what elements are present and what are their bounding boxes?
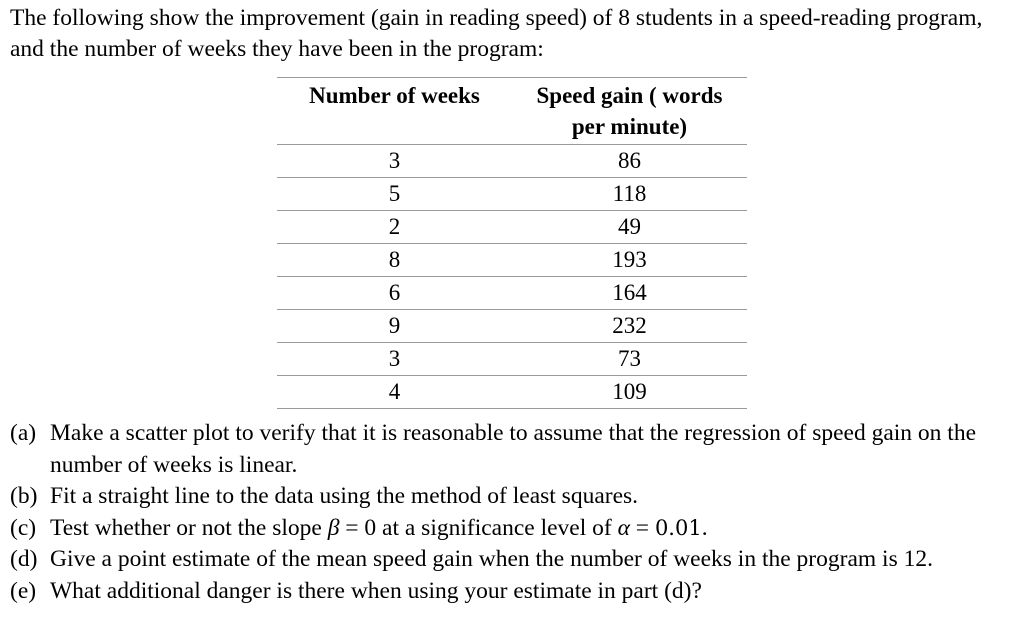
header-speed-gain [512, 78, 747, 145]
cell-weeks: 3 [277, 343, 512, 376]
cell-speed: 86 [512, 145, 747, 178]
header-weeks: Number of weeks [277, 78, 512, 145]
question-text: Give a point estimate of the mean speed gain when the number of weeks in the program is 12. [50, 546, 933, 572]
table-row [277, 211, 747, 244]
cell-weeks: 2 [277, 211, 512, 244]
data-table-container [277, 77, 747, 409]
table-row [277, 277, 747, 310]
question-label: (b) [10, 483, 38, 509]
table-row [277, 178, 747, 211]
question-d [10, 544, 1020, 576]
alpha-symbol: α [617, 514, 630, 541]
cell-weeks: 8 [277, 244, 512, 277]
data-table [277, 77, 747, 409]
question-text: What additional danger is there when using your estimate in part (d)? [50, 577, 702, 604]
question-text: Make a scatter plot to verify that it is reasonable to assume that the regression of speed gain on the number of weeks is linear. [50, 420, 977, 478]
header-speed-line2: per minute) [571, 114, 688, 139]
question-text-part: = 0 at a significance level of [339, 514, 618, 541]
cell-speed: 232 [512, 310, 747, 343]
significance-level: 0.01 [654, 515, 702, 540]
table-row [277, 343, 747, 376]
question-label: (a) [10, 420, 37, 446]
question-c [10, 513, 1020, 545]
cell-speed: 49 [512, 211, 747, 244]
question-label: (c) [10, 514, 37, 541]
question-text-part: . [701, 514, 708, 541]
cell-speed: 109 [512, 376, 747, 409]
cell-speed: 193 [512, 244, 747, 277]
table-row [277, 145, 747, 178]
cell-speed: 164 [512, 277, 747, 310]
table-row [277, 376, 747, 409]
cell-weeks: 9 [277, 310, 512, 343]
cell-weeks: 6 [277, 277, 512, 310]
question-text-part: Test whether or not the slope [50, 514, 328, 541]
cell-speed: 118 [512, 178, 747, 211]
question-label: (e) [10, 577, 37, 604]
cell-speed: 73 [512, 343, 747, 376]
question-label: (d) [10, 546, 38, 572]
question-a [10, 418, 1020, 481]
problem-intro: The following show the improvement (gain in reading speed) of 8 students in a speed-reading program, and the number of weeks they have been in the program: [10, 5, 983, 62]
cell-weeks: 5 [277, 178, 512, 211]
question-text: Fit a straight line to the data using the method of least squares. [50, 483, 639, 509]
question-b [10, 481, 1020, 513]
table-header-row [277, 78, 747, 145]
beta-symbol: β [327, 514, 340, 541]
header-speed-line1: Speed gain ( words [536, 83, 723, 108]
question-list [10, 418, 1020, 607]
table-row [277, 244, 747, 277]
table-row [277, 310, 747, 343]
cell-weeks: 3 [277, 145, 512, 178]
question-e [10, 576, 1020, 608]
cell-weeks: 4 [277, 376, 512, 409]
question-text-part: = [629, 514, 655, 541]
